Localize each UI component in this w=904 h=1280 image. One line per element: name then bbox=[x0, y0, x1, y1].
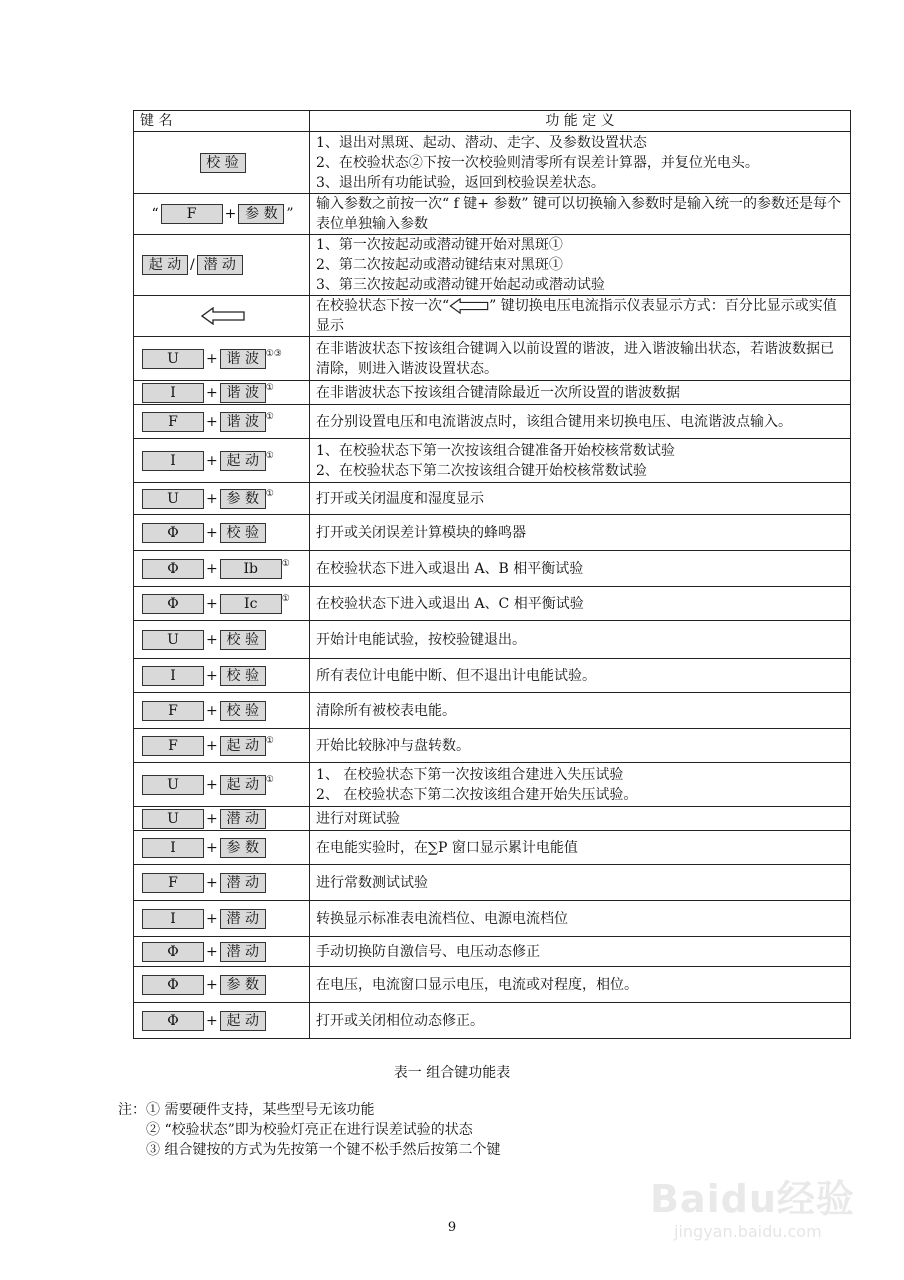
key-cell bbox=[134, 937, 310, 967]
table-row bbox=[134, 194, 851, 235]
table-row bbox=[134, 1003, 851, 1039]
table-row bbox=[134, 296, 851, 337]
function-line: 进行对斑试验 bbox=[316, 810, 400, 827]
key-button: Φ bbox=[142, 523, 204, 543]
function-line: 1、第一次按起动或潜动键开始对黑斑① bbox=[316, 237, 563, 253]
key-button: F bbox=[142, 736, 204, 756]
baidu-watermark bbox=[640, 1150, 880, 1260]
key-cell bbox=[134, 1003, 310, 1039]
function-line: 3、退出所有功能试验，返回到校验误差状态。 bbox=[316, 174, 605, 191]
key-button: F bbox=[161, 204, 223, 224]
function-line: 所有表位计电能中断、但不退出计电能试验。 bbox=[316, 667, 596, 684]
function-cell bbox=[310, 587, 851, 621]
function-line: 输入参数之前按一次“ f 键+ 参数” 键可以切换输入参数时是输入统一的参数还是每个表位单独输入参数 bbox=[316, 196, 842, 232]
key-button: 校 验 bbox=[220, 701, 266, 721]
key-cell bbox=[134, 551, 310, 587]
key-cell bbox=[134, 483, 310, 515]
function-text-part: ” 键切换电压电流指示仪表显示方式：百分比显示或实值显示 bbox=[316, 298, 837, 334]
table-row bbox=[134, 132, 851, 194]
plus-sign: + bbox=[206, 737, 218, 754]
function-cell bbox=[310, 132, 851, 194]
plus-sign: + bbox=[206, 874, 218, 891]
key-cell bbox=[134, 194, 310, 235]
key-cell bbox=[134, 659, 310, 693]
key-button: 参 数 bbox=[220, 975, 266, 995]
key-cell bbox=[134, 865, 310, 901]
key-button: Φ bbox=[142, 942, 204, 962]
key-cell bbox=[134, 901, 310, 937]
key-cell bbox=[134, 807, 310, 831]
key-button: 潜 动 bbox=[220, 942, 266, 962]
footnote-1: 注：① 需要硬件支持，某些型号无该功能 bbox=[118, 1102, 375, 1118]
function-line: 在非谐波状态下按该组合键清除最近一次所设置的谐波数据 bbox=[316, 384, 680, 401]
function-cell bbox=[310, 659, 851, 693]
table-row bbox=[134, 807, 851, 831]
table-row bbox=[134, 967, 851, 1003]
table-row bbox=[134, 693, 851, 729]
table-row bbox=[134, 551, 851, 587]
key-button: F bbox=[142, 701, 204, 721]
key-cell bbox=[134, 831, 310, 865]
key-button: 潜 动 bbox=[197, 255, 243, 275]
footnote-marker: ① bbox=[265, 382, 274, 393]
header-key-name: 键 名 bbox=[134, 111, 310, 132]
key-button: U bbox=[142, 349, 204, 369]
footnote-marker: ① bbox=[281, 558, 290, 569]
key-cell bbox=[134, 405, 310, 439]
table-body bbox=[134, 111, 851, 1039]
key-button: 潜 动 bbox=[220, 873, 266, 893]
key-button: 谐 波 bbox=[220, 383, 266, 403]
key-button: 起 动 bbox=[220, 775, 266, 795]
table-row bbox=[134, 515, 851, 551]
function-line: 开始计电能试验，按校验键退出。 bbox=[316, 631, 526, 648]
plus-sign: + bbox=[206, 839, 218, 856]
function-cell bbox=[310, 763, 851, 807]
plus-sign: + bbox=[206, 560, 218, 577]
function-cell bbox=[310, 381, 851, 405]
function-cell bbox=[310, 621, 851, 659]
function-cell bbox=[310, 1003, 851, 1039]
key-button: 校 验 bbox=[200, 153, 246, 173]
plus-sign: + bbox=[206, 413, 218, 430]
function-cell bbox=[310, 483, 851, 515]
quote-open: “ bbox=[151, 206, 159, 222]
table-row bbox=[134, 405, 851, 439]
function-line: 在电压，电流窗口显示电压，电流或对程度，相位。 bbox=[316, 976, 638, 993]
table-row bbox=[134, 337, 851, 381]
key-button: U bbox=[142, 489, 204, 509]
key-button: U bbox=[142, 630, 204, 650]
function-line: 1、 在校验状态下第一次按该组合建进入失压试验 bbox=[316, 766, 624, 783]
function-cell bbox=[310, 865, 851, 901]
function-cell bbox=[310, 901, 851, 937]
function-line: 清除所有被校表电能。 bbox=[316, 702, 456, 719]
plus-sign: + bbox=[206, 976, 218, 993]
key-button: Ib bbox=[220, 559, 282, 579]
footnotes bbox=[118, 1100, 500, 1160]
key-button: 谐 波 bbox=[220, 349, 266, 369]
table-row bbox=[134, 659, 851, 693]
function-line: 开始比较脉冲与盘转数。 bbox=[316, 737, 470, 754]
plus-sign: + bbox=[206, 667, 218, 684]
key-cell bbox=[134, 235, 310, 296]
key-button: 起 动 bbox=[142, 255, 188, 275]
plus-sign: + bbox=[206, 810, 218, 827]
key-cell bbox=[134, 296, 310, 337]
function-line: 1、退出对黑斑、起动、潜动、走字、及参数设置状态 bbox=[316, 134, 647, 151]
key-button: 起 动 bbox=[220, 1011, 266, 1031]
plus-sign: + bbox=[206, 384, 218, 401]
key-button: U bbox=[142, 809, 204, 829]
key-button: F bbox=[142, 412, 204, 432]
function-line: 在校验状态下进入或退出 A、C 相平衡试验 bbox=[316, 595, 584, 612]
footnote-marker: ① bbox=[265, 450, 274, 461]
key-cell bbox=[134, 439, 310, 483]
function-line: 打开或关闭温度和湿度显示 bbox=[316, 490, 484, 507]
watermark-url: jingyan.baidu.com bbox=[674, 1222, 822, 1241]
key-button: Φ bbox=[142, 559, 204, 579]
table-row bbox=[134, 483, 851, 515]
table-row bbox=[134, 901, 851, 937]
table-caption: 表一 组合键功能表 bbox=[393, 1065, 511, 1081]
function-line: 2、第二次按起动或潜动键结束对黑斑① bbox=[316, 257, 563, 273]
function-cell bbox=[310, 551, 851, 587]
key-cell bbox=[134, 337, 310, 381]
key-button: 起 动 bbox=[220, 451, 266, 471]
key-button: 参 数 bbox=[220, 838, 266, 858]
key-button: 潜 动 bbox=[220, 809, 266, 829]
plus-sign: + bbox=[206, 452, 218, 469]
function-cell bbox=[310, 693, 851, 729]
table-row bbox=[134, 621, 851, 659]
table-row bbox=[134, 865, 851, 901]
plus-sign: + bbox=[224, 206, 237, 222]
plus-sign: + bbox=[206, 943, 218, 960]
key-button: 参 数 bbox=[238, 204, 284, 224]
key-button: F bbox=[142, 873, 204, 893]
plus-sign: + bbox=[206, 524, 218, 541]
table-row bbox=[134, 831, 851, 865]
key-button: 起 动 bbox=[220, 736, 266, 756]
key-button: Φ bbox=[142, 975, 204, 995]
footnote-marker: ①③ bbox=[265, 348, 282, 359]
table-row bbox=[134, 381, 851, 405]
function-cell bbox=[310, 967, 851, 1003]
key-cell bbox=[134, 587, 310, 621]
function-cell bbox=[310, 729, 851, 763]
function-cell bbox=[310, 337, 851, 381]
key-button: Ic bbox=[220, 594, 282, 614]
key-cell bbox=[134, 132, 310, 194]
key-cell bbox=[134, 763, 310, 807]
key-button: Φ bbox=[142, 594, 204, 614]
table-row bbox=[134, 235, 851, 296]
plus-sign: + bbox=[206, 595, 218, 612]
key-button: 谐 波 bbox=[220, 412, 266, 432]
plus-sign: + bbox=[206, 631, 218, 648]
footnote-2: ② “校验状态”即为校验灯亮正在进行误差试验的状态 bbox=[146, 1122, 473, 1138]
key-button: 校 验 bbox=[220, 523, 266, 543]
table-row bbox=[134, 729, 851, 763]
inline-arrow bbox=[449, 298, 489, 314]
key-button: 校 验 bbox=[220, 630, 266, 650]
left-arrow-icon bbox=[201, 307, 245, 325]
key-button: I bbox=[142, 451, 204, 471]
footnote-marker: ① bbox=[281, 593, 290, 604]
key-button: I bbox=[142, 383, 204, 403]
key-cell bbox=[134, 693, 310, 729]
key-button: 参 数 bbox=[220, 489, 266, 509]
function-line: 手动切换防自激信号、电压动态修正 bbox=[316, 943, 540, 960]
quote-close: ” bbox=[286, 206, 294, 222]
function-cell bbox=[310, 439, 851, 483]
arrow-key bbox=[201, 308, 245, 324]
key-cell bbox=[134, 967, 310, 1003]
function-line: 在电能实验时，在∑P 窗口显示累计电能值 bbox=[316, 839, 578, 856]
function-line: 2、在校验状态下第二次按该组合键开始校核常数试验 bbox=[316, 462, 647, 479]
function-line: 在分别设置电压和电流谐波点时，该组合键用来切换电压、电流谐波点输入。 bbox=[316, 413, 792, 430]
table-row bbox=[134, 439, 851, 483]
function-line: 转换显示标准表电流档位、电源电流档位 bbox=[316, 910, 568, 927]
key-button: I bbox=[142, 838, 204, 858]
function-cell bbox=[310, 235, 851, 296]
function-cell bbox=[310, 296, 851, 337]
function-line: 进行常数测试试验 bbox=[316, 874, 428, 891]
plus-sign: + bbox=[206, 702, 218, 719]
table-row bbox=[134, 937, 851, 967]
key-function-table bbox=[133, 110, 851, 1039]
plus-sign: + bbox=[206, 910, 218, 927]
key-cell bbox=[134, 621, 310, 659]
function-line: 1、在校验状态下第一次按该组合键准备开始校核常数试验 bbox=[316, 442, 675, 459]
key-button: 校 验 bbox=[220, 666, 266, 686]
key-button: I bbox=[142, 666, 204, 686]
function-text bbox=[316, 298, 837, 334]
table-row bbox=[134, 587, 851, 621]
plus-sign: + bbox=[206, 1012, 218, 1029]
key-button: Φ bbox=[142, 1011, 204, 1031]
page-number: 9 bbox=[447, 1220, 457, 1235]
function-cell bbox=[310, 515, 851, 551]
footnote-marker: ① bbox=[265, 735, 274, 746]
plus-sign: + bbox=[206, 776, 218, 793]
slash-separator: / bbox=[190, 257, 195, 273]
footnote-marker: ① bbox=[265, 411, 274, 422]
function-cell bbox=[310, 937, 851, 967]
table-row bbox=[134, 763, 851, 807]
function-cell bbox=[310, 405, 851, 439]
function-text-part: 在校验状态下按一次“ bbox=[316, 298, 450, 314]
plus-sign: + bbox=[206, 490, 218, 507]
key-cell bbox=[134, 515, 310, 551]
watermark-logo-text: Baidu经验 bbox=[650, 1177, 855, 1221]
header-function-definition: 功 能 定 义 bbox=[310, 111, 851, 132]
key-cell bbox=[134, 729, 310, 763]
footnote-marker: ① bbox=[265, 774, 274, 785]
footnote-marker: ① bbox=[265, 488, 274, 499]
function-line: 打开或关闭误差计算模块的蜂鸣器 bbox=[316, 524, 526, 541]
function-line: 在校验状态下进入或退出 A、B 相平衡试验 bbox=[316, 560, 584, 577]
function-line: 打开或关闭相位动态修正。 bbox=[316, 1012, 484, 1029]
function-line: 2、在校验状态②下按一次校验则清零所有误差计算器，并复位光电头。 bbox=[316, 154, 759, 171]
key-button: 潜 动 bbox=[220, 909, 266, 929]
function-cell bbox=[310, 807, 851, 831]
function-cell bbox=[310, 194, 851, 235]
key-button: I bbox=[142, 909, 204, 929]
function-line: 在非谐波状态下按该组合键调入以前设置的谐波，进入谐波输出状态，若谐波数据已清除，则进入谐波设置状态。 bbox=[316, 340, 834, 377]
table-header-row bbox=[134, 111, 851, 132]
key-cell bbox=[134, 381, 310, 405]
function-cell bbox=[310, 831, 851, 865]
footnote-3: ③ 组合键按的方式为先按第一个键不松手然后按第二个键 bbox=[146, 1142, 501, 1158]
function-line: 2、 在校验状态下第二次按该组合建开始失压试验。 bbox=[316, 786, 638, 803]
function-line: 3、第三次按起动或潜动键开始起动或潜动试验 bbox=[316, 277, 605, 293]
plus-sign: + bbox=[206, 350, 218, 367]
left-arrow-icon bbox=[449, 298, 489, 314]
key-button: U bbox=[142, 775, 204, 795]
